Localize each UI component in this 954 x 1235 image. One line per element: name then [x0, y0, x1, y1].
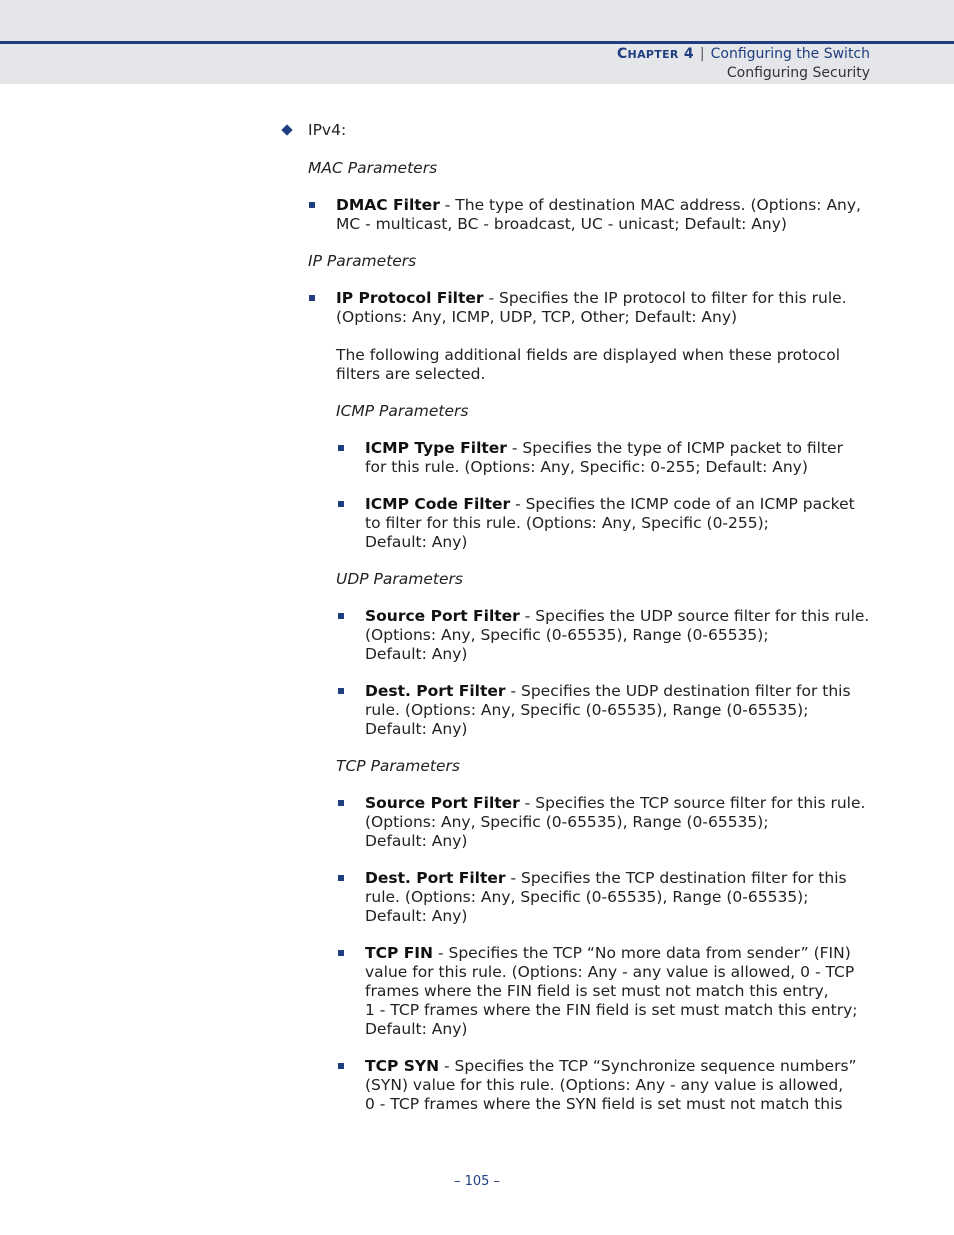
udp-source-port-filter-item: Source Port Filter - Specifies the UDP source filter for this rule. (Options: Any, Specific (0-65535), Range (0-65535); Default: Any): [280, 607, 880, 664]
icmp-type-filter-item: ICMP Type Filter - Specifies the type of ICMP packet to filter for this rule. (Options: Any, Specific: 0-255; Default: Any): [280, 439, 880, 477]
square-bullet-icon: [338, 688, 344, 694]
tcp-dest-port-filter-item: Dest. Port Filter - Specifies the TCP destination filter for this rule. (Options: Any, Specific (0-65535), Range (0-65535); Default: Any): [280, 869, 880, 926]
header-separator: |: [699, 46, 705, 62]
icmp-code-filter-term: ICMP Code Filter: [365, 495, 511, 513]
ip-protocol-filter-term: IP Protocol Filter: [336, 289, 484, 307]
tcp-dest-port-filter-term: Dest. Port Filter: [365, 869, 506, 887]
square-bullet-icon: [338, 445, 344, 451]
mac-parameters-heading: MAC Parameters: [308, 159, 438, 177]
icmp-parameters-heading: ICMP Parameters: [336, 402, 469, 420]
udp-dest-port-filter-item: Dest. Port Filter - Specifies the UDP destination filter for this rule. (Options: Any, Specific (0-65535), Range (0-65535); Default: Any): [280, 682, 880, 739]
square-bullet-icon: [338, 875, 344, 881]
udp-source-port-filter-term: Source Port Filter: [365, 607, 520, 625]
chapter-label: CHAPTER 4: [616, 46, 694, 62]
tcp-source-port-filter-term: Source Port Filter: [365, 794, 520, 812]
ipv4-label: IPv4:: [308, 121, 347, 139]
tcp-parameters-heading: TCP Parameters: [336, 757, 460, 775]
ip-parameters-heading: IP Parameters: [308, 252, 417, 270]
additional-fields-note: The following additional fields are displayed when these protocol: [336, 346, 841, 364]
square-bullet-icon: [338, 501, 344, 507]
square-bullet-icon: [338, 613, 344, 619]
ipv4-item: [280, 121, 880, 140]
icmp-code-filter-item: ICMP Code Filter - Specifies the ICMP code of an ICMP packet to filter for this rule. (Options: Any, Specific (0-255); Default: Any): [280, 495, 880, 552]
tcp-source-port-filter-item: Source Port Filter - Specifies the TCP source filter for this rule. (Options: Any, Specific (0-65535), Range (0-65535); Default: Any): [280, 794, 880, 851]
diamond-bullet-icon: [281, 124, 292, 135]
square-bullet-icon: [309, 202, 315, 208]
page-body: [280, 121, 880, 1114]
ip-protocol-filter-item: IP Protocol Filter - Specifies the IP protocol to filter for this rule. (Options: Any, ICMP, UDP, TCP, Other; Default: Any) The following additional fields are displayed when these protocol filters are selected.: [280, 289, 880, 384]
running-header: [617, 45, 870, 82]
tcp-fin-item: TCP FIN - Specifies the TCP “No more data from sender” (FIN) value for this rule. (Options: Any - any value is allowed, 0 - TCP frames where the FIN field is set must not match this entry, 1 - TCP frames where the FIN field is set must match this entry; Default: Any): [280, 944, 880, 1039]
chapter-title: Configuring the Switch: [710, 46, 870, 62]
tcp-syn-term: TCP SYN: [365, 1057, 440, 1075]
square-bullet-icon: [338, 800, 344, 806]
square-bullet-icon: [338, 1063, 344, 1069]
udp-parameters-heading: UDP Parameters: [336, 570, 463, 588]
dmac-filter-item: DMAC Filter - The type of destination MAC address. (Options: Any, MC - multicast, BC - broadcast, UC - unicast; Default: Any): [280, 196, 880, 234]
header-rule: [0, 41, 954, 44]
tcp-fin-term: TCP FIN: [365, 944, 434, 962]
square-bullet-icon: [338, 950, 344, 956]
icmp-type-filter-term: ICMP Type Filter: [365, 439, 507, 457]
udp-dest-port-filter-term: Dest. Port Filter: [365, 682, 506, 700]
square-bullet-icon: [309, 295, 315, 301]
dmac-filter-term: DMAC Filter: [336, 196, 440, 214]
page-number: – 105 –: [453, 1174, 501, 1189]
section-title: Configuring Security: [726, 65, 870, 81]
tcp-syn-item: TCP SYN - Specifies the TCP “Synchronize sequence numbers” (SYN) value for this rule. (Options: Any - any value is allowed, 0 - TCP frames where the SYN field is set must not match this: [280, 1057, 880, 1114]
